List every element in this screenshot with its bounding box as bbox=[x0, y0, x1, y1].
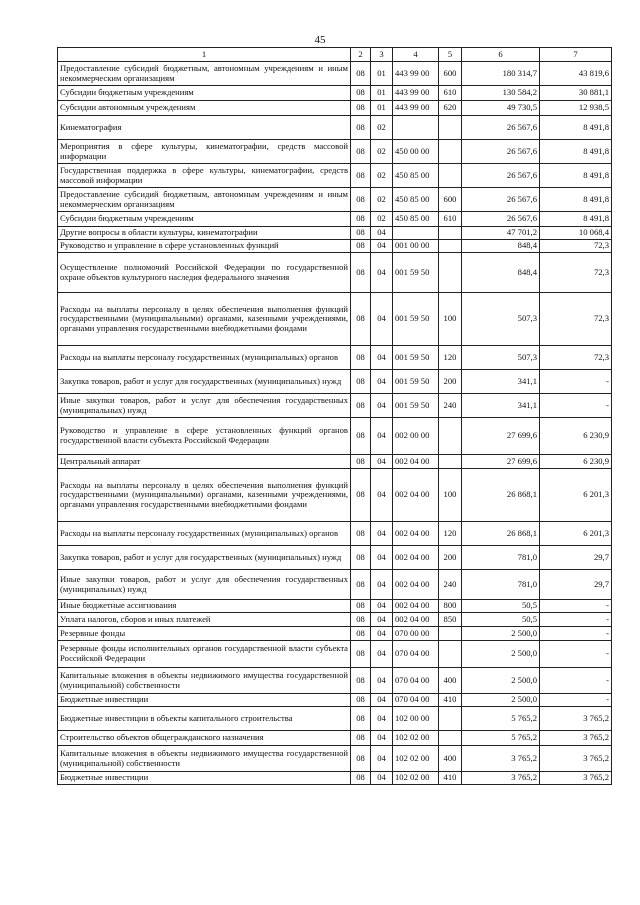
amount-col6-cell: 2 500,0 bbox=[462, 668, 540, 694]
expense-type-cell: 610 bbox=[439, 212, 462, 227]
table-row bbox=[58, 455, 612, 469]
section-code-cell: 08 bbox=[351, 455, 371, 469]
subsection-code-cell: 04 bbox=[371, 694, 393, 707]
table-row bbox=[58, 62, 612, 86]
amount-col7-cell: 6 201,3 bbox=[540, 522, 612, 546]
amount-col7-cell: 12 938,5 bbox=[540, 101, 612, 116]
article-code-cell: 002 04 00 bbox=[393, 570, 439, 600]
table-row bbox=[58, 86, 612, 101]
subsection-code-cell: 04 bbox=[371, 641, 393, 668]
section-code-cell: 08 bbox=[351, 227, 371, 240]
amount-col7-cell: 72,3 bbox=[540, 253, 612, 293]
article-code-cell: 450 00 00 bbox=[393, 140, 439, 164]
amount-col7-cell: 3 765,2 bbox=[540, 731, 612, 746]
header-row bbox=[58, 48, 612, 62]
row-name-cell: Строительство объектов общегражданского назначения bbox=[58, 731, 351, 746]
subsection-code-cell: 04 bbox=[371, 370, 393, 394]
amount-col7-cell: 29,7 bbox=[540, 546, 612, 570]
expense-type-cell bbox=[439, 164, 462, 188]
table-row bbox=[58, 212, 612, 227]
amount-col6-cell: 180 314,7 bbox=[462, 62, 540, 86]
expense-type-cell bbox=[439, 455, 462, 469]
section-code-cell: 08 bbox=[351, 394, 371, 418]
amount-col6-cell: 5 765,2 bbox=[462, 731, 540, 746]
row-name-cell: Уплата налогов, сборов и иных платежей bbox=[58, 613, 351, 627]
subsection-code-cell: 02 bbox=[371, 116, 393, 140]
row-name-cell: Иные закупки товаров, работ и услуг для обеспечения государственных (муниципальных) нужд bbox=[58, 570, 351, 600]
expense-type-cell bbox=[439, 418, 462, 455]
section-code-cell: 08 bbox=[351, 707, 371, 731]
table-row bbox=[58, 668, 612, 694]
section-code-cell: 08 bbox=[351, 613, 371, 627]
amount-col7-cell: - bbox=[540, 394, 612, 418]
amount-col6-cell: 50,5 bbox=[462, 600, 540, 613]
amount-col6-cell: 27 699,6 bbox=[462, 455, 540, 469]
article-code-cell: 450 85 00 bbox=[393, 212, 439, 227]
section-code-cell: 08 bbox=[351, 370, 371, 394]
article-code-cell: 443 99 00 bbox=[393, 86, 439, 101]
article-code-cell: 070 04 00 bbox=[393, 694, 439, 707]
article-code-cell: 450 85 00 bbox=[393, 188, 439, 212]
amount-col6-cell: 26 868,1 bbox=[462, 469, 540, 522]
section-code-cell: 08 bbox=[351, 101, 371, 116]
amount-col7-cell: 8 491,8 bbox=[540, 188, 612, 212]
section-code-cell: 08 bbox=[351, 522, 371, 546]
section-code-cell: 08 bbox=[351, 418, 371, 455]
amount-col6-cell: 341,1 bbox=[462, 394, 540, 418]
section-code-cell: 08 bbox=[351, 140, 371, 164]
row-name-cell: Предоставление субсидий бюджетным, автономным учреждениям и иным некоммерческим организациям bbox=[58, 188, 351, 212]
article-code-cell: 443 99 00 bbox=[393, 62, 439, 86]
amount-col7-cell: 3 765,2 bbox=[540, 746, 612, 772]
article-code-cell: 450 85 00 bbox=[393, 164, 439, 188]
expense-type-cell: 410 bbox=[439, 772, 462, 785]
subsection-code-cell: 01 bbox=[371, 86, 393, 101]
subsection-code-cell: 04 bbox=[371, 418, 393, 455]
article-code-cell: 070 00 00 bbox=[393, 627, 439, 641]
article-code-cell: 002 04 00 bbox=[393, 455, 439, 469]
section-code-cell: 08 bbox=[351, 293, 371, 346]
expense-type-cell: 120 bbox=[439, 346, 462, 370]
table-row bbox=[58, 293, 612, 346]
article-code-cell: 001 59 50 bbox=[393, 253, 439, 293]
header-cell-4: 4 bbox=[393, 48, 439, 62]
amount-col6-cell: 2 500,0 bbox=[462, 641, 540, 668]
article-code-cell: 001 00 00 bbox=[393, 240, 439, 253]
amount-col7-cell: 72,3 bbox=[540, 293, 612, 346]
amount-col7-cell: 30 881,1 bbox=[540, 86, 612, 101]
expense-type-cell: 610 bbox=[439, 86, 462, 101]
section-code-cell: 08 bbox=[351, 188, 371, 212]
header-cell-5: 5 bbox=[439, 48, 462, 62]
subsection-code-cell: 04 bbox=[371, 731, 393, 746]
budget-table bbox=[57, 47, 612, 785]
table-row bbox=[58, 227, 612, 240]
amount-col7-cell: 8 491,8 bbox=[540, 140, 612, 164]
subsection-code-cell: 02 bbox=[371, 140, 393, 164]
expense-type-cell: 620 bbox=[439, 101, 462, 116]
section-code-cell: 08 bbox=[351, 164, 371, 188]
row-name-cell: Закупка товаров, работ и услуг для государственных (муниципальных) нужд bbox=[58, 546, 351, 570]
row-name-cell: Расходы на выплаты персоналу в целях обеспечения выполнения функций государственными (муниципальными) органами, казенными учреждениями, органами управления государственными внебюджетными фондами bbox=[58, 293, 351, 346]
amount-col7-cell: - bbox=[540, 600, 612, 613]
amount-col6-cell: 26 567,6 bbox=[462, 164, 540, 188]
article-code-cell bbox=[393, 227, 439, 240]
subsection-code-cell: 01 bbox=[371, 62, 393, 86]
table-row bbox=[58, 627, 612, 641]
expense-type-cell bbox=[439, 641, 462, 668]
subsection-code-cell: 01 bbox=[371, 101, 393, 116]
row-name-cell: Иные закупки товаров, работ и услуг для обеспечения государственных (муниципальных) нужд bbox=[58, 394, 351, 418]
header-cell-6: 6 bbox=[462, 48, 540, 62]
amount-col7-cell: 8 491,8 bbox=[540, 164, 612, 188]
row-name-cell: Резервные фонды исполнительных органов государственной власти субъекта Российской Федерации bbox=[58, 641, 351, 668]
article-code-cell: 001 59 50 bbox=[393, 370, 439, 394]
section-code-cell: 08 bbox=[351, 240, 371, 253]
table-row bbox=[58, 240, 612, 253]
section-code-cell: 08 bbox=[351, 746, 371, 772]
table-row bbox=[58, 731, 612, 746]
row-name-cell: Иные бюджетные ассигнования bbox=[58, 600, 351, 613]
amount-col7-cell: - bbox=[540, 694, 612, 707]
table-row bbox=[58, 188, 612, 212]
section-code-cell: 08 bbox=[351, 772, 371, 785]
section-code-cell: 08 bbox=[351, 627, 371, 641]
section-code-cell: 08 bbox=[351, 116, 371, 140]
expense-type-cell bbox=[439, 731, 462, 746]
subsection-code-cell: 02 bbox=[371, 164, 393, 188]
amount-col6-cell: 781,0 bbox=[462, 570, 540, 600]
subsection-code-cell: 04 bbox=[371, 227, 393, 240]
section-code-cell: 08 bbox=[351, 731, 371, 746]
table-row bbox=[58, 394, 612, 418]
table-row bbox=[58, 418, 612, 455]
amount-col6-cell: 26 567,6 bbox=[462, 188, 540, 212]
expense-type-cell: 410 bbox=[439, 694, 462, 707]
table-row bbox=[58, 546, 612, 570]
amount-col7-cell: 8 491,8 bbox=[540, 116, 612, 140]
article-code-cell: 102 02 00 bbox=[393, 772, 439, 785]
article-code-cell: 070 04 00 bbox=[393, 668, 439, 694]
amount-col6-cell: 507,3 bbox=[462, 293, 540, 346]
subsection-code-cell: 04 bbox=[371, 613, 393, 627]
subsection-code-cell: 04 bbox=[371, 570, 393, 600]
amount-col7-cell: - bbox=[540, 627, 612, 641]
article-code-cell: 002 00 00 bbox=[393, 418, 439, 455]
expense-type-cell: 600 bbox=[439, 188, 462, 212]
amount-col7-cell: 3 765,2 bbox=[540, 772, 612, 785]
table-row bbox=[58, 253, 612, 293]
header-cell-2: 2 bbox=[351, 48, 371, 62]
section-code-cell: 08 bbox=[351, 600, 371, 613]
expense-type-cell: 240 bbox=[439, 570, 462, 600]
amount-col6-cell: 49 730,5 bbox=[462, 101, 540, 116]
article-code-cell: 001 59 50 bbox=[393, 293, 439, 346]
expense-type-cell: 200 bbox=[439, 546, 462, 570]
row-name-cell: Расходы на выплаты персоналу государственных (муниципальных) органов bbox=[58, 522, 351, 546]
expense-type-cell bbox=[439, 140, 462, 164]
expense-type-cell bbox=[439, 253, 462, 293]
expense-type-cell bbox=[439, 227, 462, 240]
table-row bbox=[58, 469, 612, 522]
row-name-cell: Осуществление полномочий Российской Федерации по государственной охране объектов культурного наследия федерального значения bbox=[58, 253, 351, 293]
subsection-code-cell: 04 bbox=[371, 394, 393, 418]
header-cell-7: 7 bbox=[540, 48, 612, 62]
row-name-cell: Расходы на выплаты персоналу государственных (муниципальных) органов bbox=[58, 346, 351, 370]
table-row bbox=[58, 613, 612, 627]
article-code-cell: 002 04 00 bbox=[393, 613, 439, 627]
amount-col7-cell: 6 201,3 bbox=[540, 469, 612, 522]
table-row bbox=[58, 570, 612, 600]
amount-col6-cell: 341,1 bbox=[462, 370, 540, 394]
expense-type-cell: 400 bbox=[439, 746, 462, 772]
amount-col6-cell: 26 567,6 bbox=[462, 212, 540, 227]
amount-col6-cell: 781,0 bbox=[462, 546, 540, 570]
table-row bbox=[58, 522, 612, 546]
page-number: 45 bbox=[314, 34, 326, 46]
subsection-code-cell: 04 bbox=[371, 293, 393, 346]
amount-col6-cell: 26 567,6 bbox=[462, 116, 540, 140]
amount-col7-cell: 3 765,2 bbox=[540, 707, 612, 731]
table-row bbox=[58, 370, 612, 394]
table-body bbox=[58, 62, 612, 785]
subsection-code-cell: 04 bbox=[371, 707, 393, 731]
subsection-code-cell: 04 bbox=[371, 668, 393, 694]
amount-col6-cell: 47 701,2 bbox=[462, 227, 540, 240]
amount-col6-cell: 50,5 bbox=[462, 613, 540, 627]
expense-type-cell bbox=[439, 240, 462, 253]
amount-col6-cell: 5 765,2 bbox=[462, 707, 540, 731]
amount-col7-cell: 6 230,9 bbox=[540, 455, 612, 469]
amount-col7-cell: 6 230,9 bbox=[540, 418, 612, 455]
section-code-cell: 08 bbox=[351, 253, 371, 293]
subsection-code-cell: 04 bbox=[371, 546, 393, 570]
table-row bbox=[58, 116, 612, 140]
section-code-cell: 08 bbox=[351, 86, 371, 101]
amount-col6-cell: 26 868,1 bbox=[462, 522, 540, 546]
row-name-cell: Руководство и управление в сфере установленных функций органов государственной власти субъекта Российской Федерации bbox=[58, 418, 351, 455]
header-cell-1: 1 bbox=[58, 48, 351, 62]
section-code-cell: 08 bbox=[351, 694, 371, 707]
row-name-cell: Бюджетные инвестиции bbox=[58, 694, 351, 707]
expense-type-cell: 240 bbox=[439, 394, 462, 418]
subsection-code-cell: 04 bbox=[371, 346, 393, 370]
section-code-cell: 08 bbox=[351, 346, 371, 370]
row-name-cell: Резервные фонды bbox=[58, 627, 351, 641]
table-row bbox=[58, 746, 612, 772]
article-code-cell: 102 00 00 bbox=[393, 707, 439, 731]
row-name-cell: Субсидии бюджетным учреждениям bbox=[58, 86, 351, 101]
subsection-code-cell: 04 bbox=[371, 627, 393, 641]
expense-type-cell: 120 bbox=[439, 522, 462, 546]
amount-col7-cell: 72,3 bbox=[540, 240, 612, 253]
row-name-cell: Субсидии автономным учреждениям bbox=[58, 101, 351, 116]
article-code-cell: 002 04 00 bbox=[393, 469, 439, 522]
amount-col6-cell: 3 765,2 bbox=[462, 746, 540, 772]
amount-col7-cell: - bbox=[540, 370, 612, 394]
article-code-cell: 001 59 50 bbox=[393, 346, 439, 370]
row-name-cell: Капитальные вложения в объекты недвижимого имущества государственной (муниципальной) собственности bbox=[58, 668, 351, 694]
subsection-code-cell: 02 bbox=[371, 212, 393, 227]
amount-col7-cell: - bbox=[540, 641, 612, 668]
amount-col6-cell: 26 567,6 bbox=[462, 140, 540, 164]
expense-type-cell: 400 bbox=[439, 668, 462, 694]
table-row bbox=[58, 707, 612, 731]
subsection-code-cell: 04 bbox=[371, 455, 393, 469]
row-name-cell: Капитальные вложения в объекты недвижимого имущества государственной (муниципальной) собственности bbox=[58, 746, 351, 772]
section-code-cell: 08 bbox=[351, 469, 371, 522]
subsection-code-cell: 04 bbox=[371, 772, 393, 785]
expense-type-cell: 200 bbox=[439, 370, 462, 394]
section-code-cell: 08 bbox=[351, 570, 371, 600]
section-code-cell: 08 bbox=[351, 668, 371, 694]
expense-type-cell: 800 bbox=[439, 600, 462, 613]
subsection-code-cell: 04 bbox=[371, 522, 393, 546]
header-cell-3: 3 bbox=[371, 48, 393, 62]
row-name-cell: Субсидии бюджетным учреждениям bbox=[58, 212, 351, 227]
article-code-cell: 443 99 00 bbox=[393, 101, 439, 116]
row-name-cell: Расходы на выплаты персоналу в целях обеспечения выполнения функций государственными (муниципальными) органами, казенными учреждениями, органами управления государственными внебюджетными фондами bbox=[58, 469, 351, 522]
table-row bbox=[58, 772, 612, 785]
expense-type-cell bbox=[439, 627, 462, 641]
amount-col6-cell: 130 584,2 bbox=[462, 86, 540, 101]
expense-type-cell bbox=[439, 707, 462, 731]
amount-col6-cell: 2 500,0 bbox=[462, 627, 540, 641]
subsection-code-cell: 04 bbox=[371, 253, 393, 293]
amount-col7-cell: 43 819,6 bbox=[540, 62, 612, 86]
amount-col7-cell: - bbox=[540, 613, 612, 627]
table-row bbox=[58, 101, 612, 116]
article-code-cell: 002 04 00 bbox=[393, 546, 439, 570]
subsection-code-cell: 04 bbox=[371, 746, 393, 772]
row-name-cell: Руководство и управление в сфере установленных функций bbox=[58, 240, 351, 253]
article-code-cell: 102 02 00 bbox=[393, 731, 439, 746]
amount-col6-cell: 848,4 bbox=[462, 240, 540, 253]
amount-col7-cell: 10 068,4 bbox=[540, 227, 612, 240]
table-row bbox=[58, 641, 612, 668]
section-code-cell: 08 bbox=[351, 546, 371, 570]
subsection-code-cell: 04 bbox=[371, 469, 393, 522]
row-name-cell: Предоставление субсидий бюджетным, автономным учреждениям и иным некоммерческим организациям bbox=[58, 62, 351, 86]
table-row bbox=[58, 140, 612, 164]
article-code-cell: 002 04 00 bbox=[393, 600, 439, 613]
expense-type-cell: 600 bbox=[439, 62, 462, 86]
row-name-cell: Бюджетные инвестиции bbox=[58, 772, 351, 785]
amount-col7-cell: - bbox=[540, 668, 612, 694]
row-name-cell: Центральный аппарат bbox=[58, 455, 351, 469]
row-name-cell: Кинематография bbox=[58, 116, 351, 140]
amount-col6-cell: 2 500,0 bbox=[462, 694, 540, 707]
article-code-cell bbox=[393, 116, 439, 140]
amount-col6-cell: 3 765,2 bbox=[462, 772, 540, 785]
amount-col7-cell: 29,7 bbox=[540, 570, 612, 600]
section-code-cell: 08 bbox=[351, 62, 371, 86]
amount-col6-cell: 848,4 bbox=[462, 253, 540, 293]
row-name-cell: Закупка товаров, работ и услуг для государственных (муниципальных) нужд bbox=[58, 370, 351, 394]
article-code-cell: 002 04 00 bbox=[393, 522, 439, 546]
table-row bbox=[58, 346, 612, 370]
amount-col7-cell: 72,3 bbox=[540, 346, 612, 370]
expense-type-cell: 100 bbox=[439, 469, 462, 522]
subsection-code-cell: 02 bbox=[371, 188, 393, 212]
row-name-cell: Мероприятия в сфере культуры, кинематографии, средств массовой информации bbox=[58, 140, 351, 164]
amount-col6-cell: 507,3 bbox=[462, 346, 540, 370]
row-name-cell: Другие вопросы в области культуры, кинематографии bbox=[58, 227, 351, 240]
amount-col7-cell: 8 491,8 bbox=[540, 212, 612, 227]
amount-col6-cell: 27 699,6 bbox=[462, 418, 540, 455]
expense-type-cell: 850 bbox=[439, 613, 462, 627]
section-code-cell: 08 bbox=[351, 212, 371, 227]
row-name-cell: Государственная поддержка в сфере культуры, кинематографии, средств массовой информации bbox=[58, 164, 351, 188]
subsection-code-cell: 04 bbox=[371, 600, 393, 613]
article-code-cell: 070 04 00 bbox=[393, 641, 439, 668]
table-row bbox=[58, 694, 612, 707]
table-row bbox=[58, 600, 612, 613]
expense-type-cell bbox=[439, 116, 462, 140]
expense-type-cell: 100 bbox=[439, 293, 462, 346]
article-code-cell: 001 59 50 bbox=[393, 394, 439, 418]
article-code-cell: 102 02 00 bbox=[393, 746, 439, 772]
table-row bbox=[58, 164, 612, 188]
subsection-code-cell: 04 bbox=[371, 240, 393, 253]
section-code-cell: 08 bbox=[351, 641, 371, 668]
row-name-cell: Бюджетные инвестиции в объекты капитального строительства bbox=[58, 707, 351, 731]
